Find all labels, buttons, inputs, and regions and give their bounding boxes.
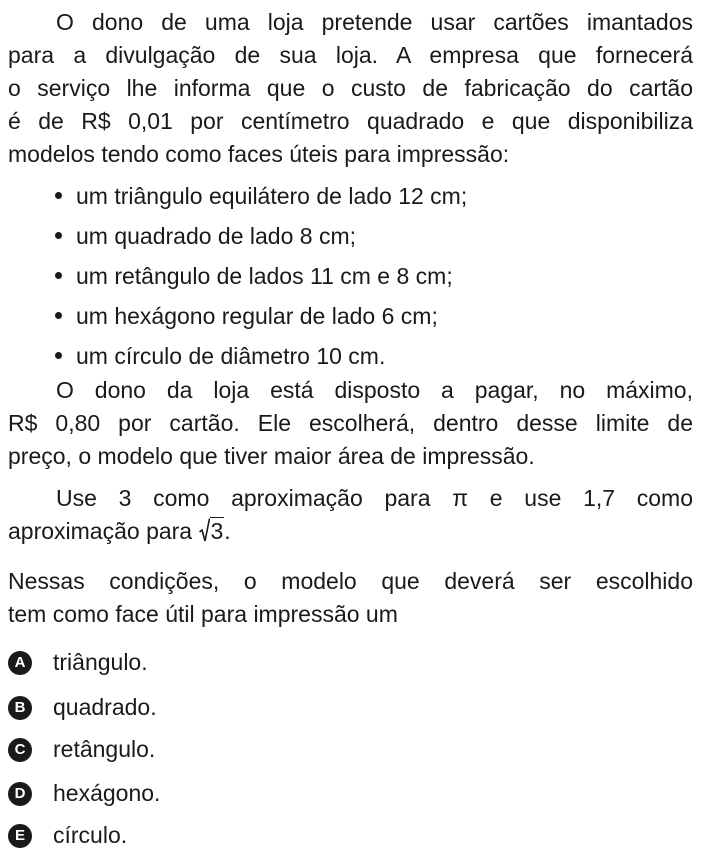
square-root-expression — [199, 515, 225, 548]
bullet-dot-icon — [55, 272, 62, 279]
intro-line: O dono de uma loja pretende usar cartões imantados — [56, 9, 693, 35]
list-item — [55, 180, 467, 213]
intro-line: é de R$ 0,01 por centímetro quadrado e que disponibiliza — [8, 108, 693, 134]
budget-line: preço, o modelo que tiver maior área de impressão. — [8, 443, 535, 469]
approximation-line: Use 3 como aproximação para π e use 1,7 como — [56, 485, 693, 511]
option-c[interactable] — [8, 733, 155, 766]
budget-line: R$ 0,80 por cartão. Ele escolherá, dentro desse limite de — [8, 410, 693, 436]
option-letter-badge: B — [8, 696, 32, 720]
list-item-text: um triângulo equilátero de lado 12 cm; — [76, 183, 468, 209]
option-letter-badge: A — [8, 651, 32, 675]
approximation-paragraph — [8, 482, 693, 548]
approximation-period: . — [224, 518, 231, 544]
option-text: quadrado. — [53, 694, 157, 720]
radical-sign-icon — [199, 517, 210, 543]
bullet-dot-icon — [55, 232, 62, 239]
list-item — [55, 220, 356, 253]
option-d[interactable] — [8, 777, 160, 810]
list-item — [55, 260, 453, 293]
option-text: retângulo. — [53, 736, 156, 762]
option-b[interactable] — [8, 691, 157, 724]
list-item-text: um retângulo de lados 11 cm e 8 cm; — [76, 263, 453, 289]
option-text: hexágono. — [53, 780, 161, 806]
option-letter-badge: C — [8, 738, 32, 762]
intro-line: modelos tendo como faces úteis para impressão: — [8, 141, 510, 167]
question-line: tem como face útil para impressão um — [8, 601, 398, 627]
list-item-text: um círculo de diâmetro 10 cm. — [76, 343, 386, 369]
option-text: triângulo. — [53, 649, 148, 675]
list-item — [55, 340, 385, 373]
option-letter-badge: E — [8, 824, 32, 848]
option-e[interactable] — [8, 819, 127, 852]
intro-line: para a divulgação de sua loja. A empresa que fornecerá — [8, 42, 693, 68]
bullet-dot-icon — [55, 352, 62, 359]
radicand: 3 — [210, 518, 224, 544]
list-item-text: um hexágono regular de lado 6 cm; — [76, 303, 438, 329]
budget-paragraph — [8, 374, 693, 473]
bullet-dot-icon — [55, 312, 62, 319]
option-text: círculo. — [53, 822, 128, 848]
question-line: Nessas condições, o modelo que deverá ser escolhido — [8, 568, 693, 594]
option-a[interactable] — [8, 646, 148, 679]
list-item — [55, 300, 438, 333]
bullet-dot-icon — [55, 192, 62, 199]
question-stem — [8, 565, 693, 631]
budget-line: O dono da loja está disposto a pagar, no máximo, — [56, 377, 693, 403]
approximation-line — [8, 515, 693, 548]
approximation-text: aproximação para — [8, 518, 199, 544]
intro-line: o serviço lhe informa que o custo de fabricação do cartão — [8, 75, 693, 101]
intro-paragraph — [8, 6, 693, 171]
list-item-text: um quadrado de lado 8 cm; — [76, 223, 357, 249]
option-letter-badge: D — [8, 782, 32, 806]
